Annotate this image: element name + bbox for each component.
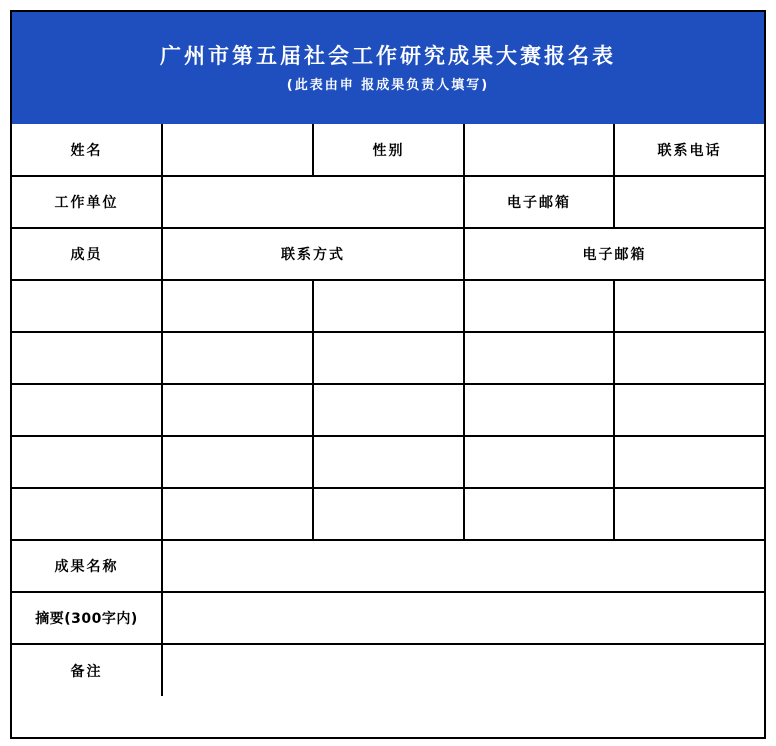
row-work-unit	[12, 176, 764, 228]
gender-label: 性别	[313, 124, 464, 176]
member-cell[interactable]	[162, 488, 313, 540]
member-cell[interactable]	[464, 436, 614, 488]
result-name-label: 成果名称	[12, 540, 162, 592]
work-unit-field[interactable]	[162, 176, 464, 228]
remarks-label: 备注	[12, 644, 162, 696]
member-row	[12, 488, 764, 540]
member-cell[interactable]	[12, 280, 162, 332]
member-cell[interactable]	[614, 488, 764, 540]
phone-label: 联系电话	[614, 124, 764, 176]
member-cell[interactable]	[162, 384, 313, 436]
member-cell[interactable]	[313, 488, 464, 540]
members-label: 成员	[12, 228, 162, 280]
name-label: 姓名	[12, 124, 162, 176]
name-field[interactable]	[162, 124, 313, 176]
gender-field[interactable]	[464, 124, 614, 176]
member-row	[12, 384, 764, 436]
form-table	[12, 124, 764, 696]
member-row	[12, 436, 764, 488]
member-cell[interactable]	[313, 332, 464, 384]
email-label: 电子邮箱	[464, 176, 614, 228]
abstract-field[interactable]	[162, 592, 764, 644]
form-title: 广州市第五届社会工作研究成果大赛报名表	[160, 44, 616, 68]
row-abstract	[12, 592, 764, 644]
work-unit-label: 工作单位	[12, 176, 162, 228]
member-cell[interactable]	[464, 332, 614, 384]
member-cell[interactable]	[162, 280, 313, 332]
registration-form	[10, 10, 766, 739]
member-cell[interactable]	[162, 332, 313, 384]
member-cell[interactable]	[12, 332, 162, 384]
member-cell[interactable]	[464, 280, 614, 332]
member-cell[interactable]	[464, 488, 614, 540]
member-cell[interactable]	[614, 436, 764, 488]
member-email-header: 电子邮箱	[464, 228, 764, 280]
row-name	[12, 124, 764, 176]
member-cell[interactable]	[313, 280, 464, 332]
member-cell[interactable]	[614, 280, 764, 332]
member-cell[interactable]	[313, 436, 464, 488]
result-name-field[interactable]	[162, 540, 764, 592]
row-members-header	[12, 228, 764, 280]
abstract-label: 摘要(300字内)	[12, 592, 162, 644]
contact-method-header: 联系方式	[162, 228, 464, 280]
form-subtitle: (此表由申 报成果负责人填写)	[286, 78, 490, 93]
email-field[interactable]	[614, 176, 764, 228]
member-cell[interactable]	[464, 384, 614, 436]
member-cell[interactable]	[12, 436, 162, 488]
member-cell[interactable]	[313, 384, 464, 436]
member-cell[interactable]	[12, 384, 162, 436]
member-cell[interactable]	[12, 488, 162, 540]
member-row	[12, 332, 764, 384]
member-row	[12, 280, 764, 332]
member-cell[interactable]	[162, 436, 313, 488]
form-header-banner	[12, 12, 764, 124]
row-result-name	[12, 540, 764, 592]
row-remarks	[12, 644, 764, 696]
remarks-field[interactable]	[162, 644, 764, 696]
member-cell[interactable]	[614, 384, 764, 436]
member-cell[interactable]	[614, 332, 764, 384]
